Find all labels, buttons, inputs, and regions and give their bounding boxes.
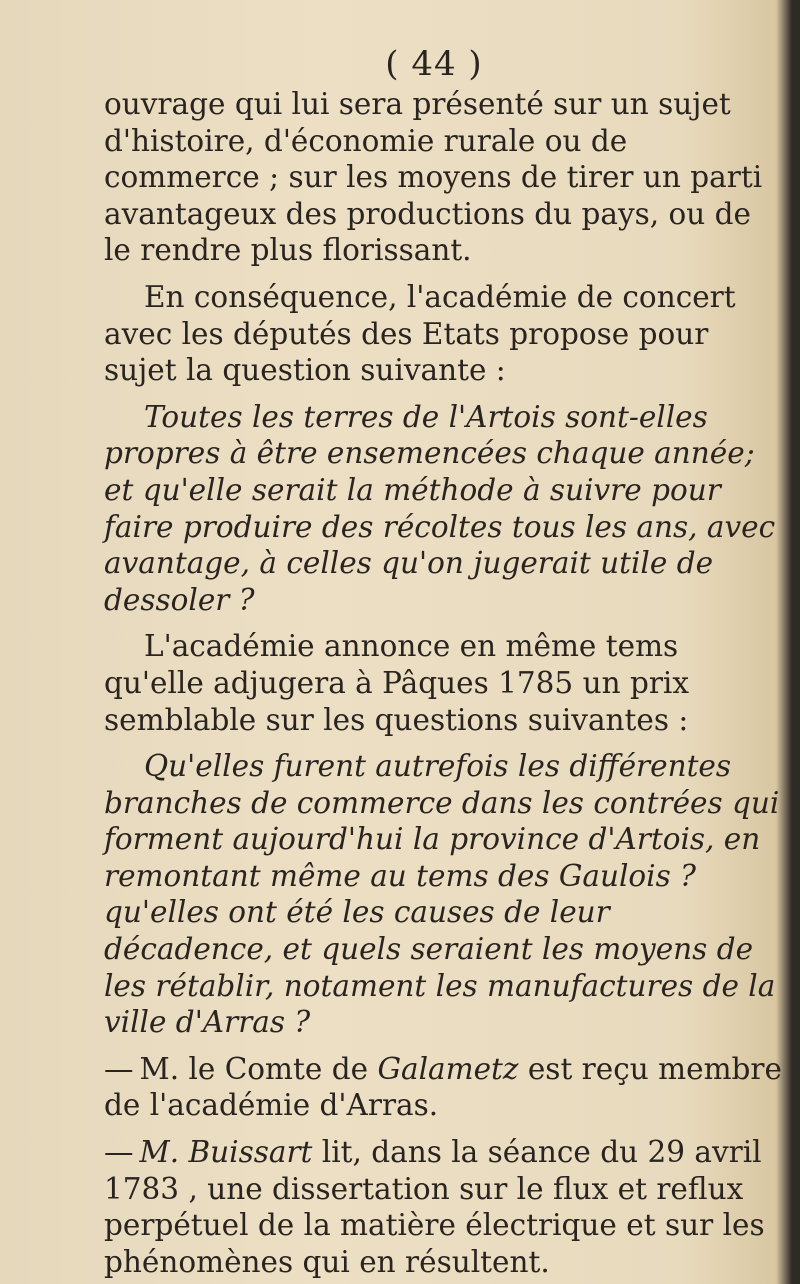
- name-buissart: M. Buissart: [139, 1135, 313, 1170]
- notice-galametz: [104, 1051, 786, 1124]
- notice-buissart: [104, 1134, 786, 1280]
- notice-buissart-text: lit, dans la séance du 29 avril 1783 , une dissertation sur le flux et reflux perpétuel de la matière électrique et sur les phénomènes qui en résultent.: [104, 1135, 765, 1279]
- dash: —: [104, 1135, 134, 1170]
- question-artois-lands: Toutes les terres de l'Artois sont-elles propres à être ensemencées chaque année; et qu'elle serait la méthode à suivre pour faire produire des récoltes tous les ans, avec avantage, à celles qu'on jugerait utile de dessoler ?: [104, 399, 776, 617]
- dash: —: [104, 1051, 134, 1086]
- name-galametz: Galametz: [377, 1051, 519, 1086]
- question-commerce: Qu'elles furent autrefois les différentes branches de commerce dans les contrées qui forment aujourd'hui la province d'Artois, en remontant même au tems des Gaulois ? qu'elles ont été les causes de leur décadence, et quels seraient les moyens de les rétablir, notament les manufactures de la ville d'Arras ?: [104, 749, 780, 1040]
- paragraph-announcement: L'académie annonce en même tems qu'elle adjugera à Pâques 1785 un prix semblable sur les questions suivantes :: [104, 629, 690, 737]
- page-number: ( 44 ): [385, 44, 483, 84]
- paragraph-consequence: En conséquence, l'académie de concert avec les députés des Etats propose pour sujet la question suivante :: [104, 279, 736, 388]
- notice-galametz-prefix: M. le Comte de: [139, 1051, 378, 1086]
- paragraph-intro: ouvrage qui lui sera présenté sur un sujet d'histoire, d'économie rurale ou de commerce ; sur les moyens de tirer un parti avantageux des productions du pays, ou de le rendre plus florissant.: [104, 87, 763, 268]
- notice-galametz-suffix: est reçu membre de l'académie d'Arras.: [104, 1051, 782, 1123]
